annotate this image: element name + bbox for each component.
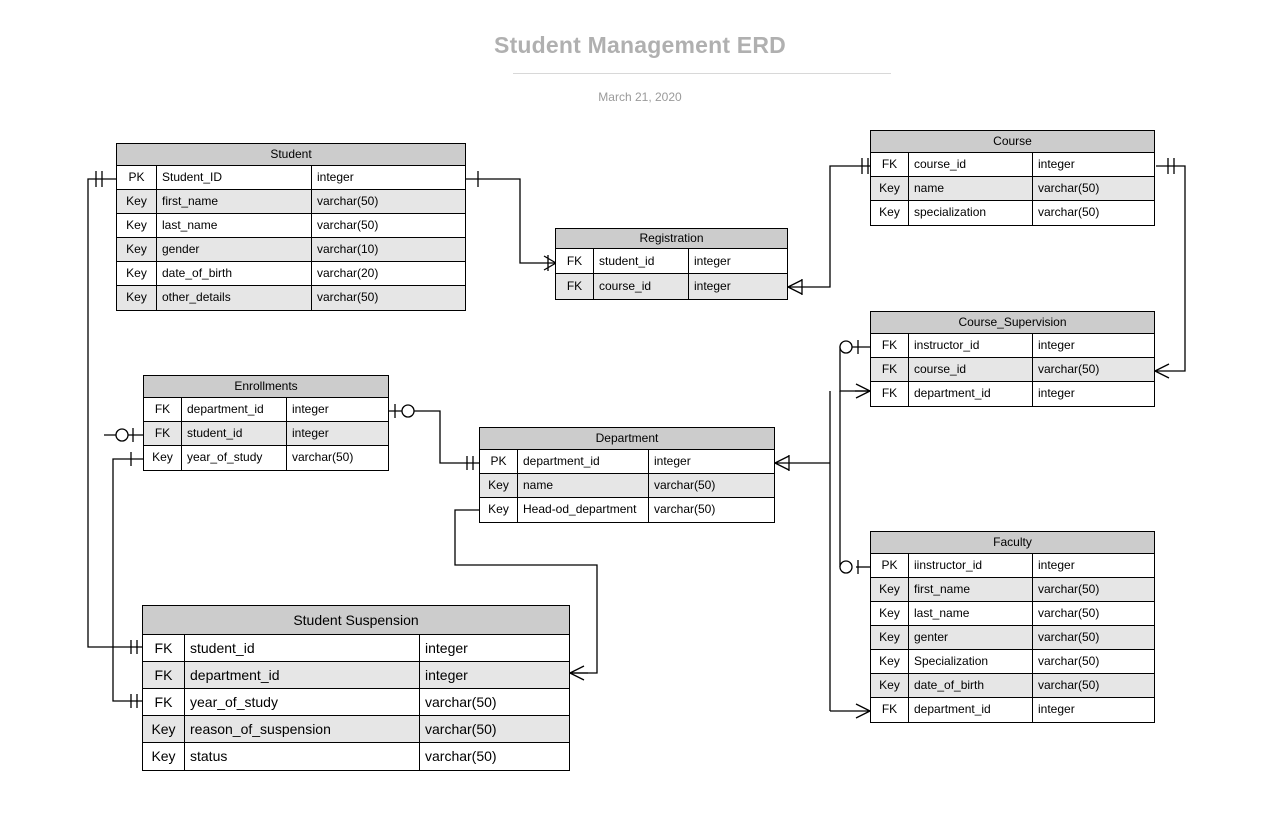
attribute-type: varchar(50) [1038,181,1100,195]
attribute-type: varchar(50) [1038,582,1100,596]
entity-student_suspension[interactable] [142,605,570,771]
attribute-row[interactable] [143,716,569,743]
attribute-row[interactable] [144,398,388,422]
attribute-row[interactable] [871,674,1154,698]
attribute-row[interactable] [117,262,465,286]
attribute-name: specialization [909,201,1033,225]
attribute-row[interactable] [480,450,774,474]
attribute-row[interactable] [871,602,1154,626]
attribute-key: Key [871,201,909,225]
attribute-key: FK [871,334,909,357]
entity-course_supervision[interactable] [870,311,1155,407]
attribute-key: Key [143,743,185,770]
attribute-key: Key [117,238,157,261]
attribute-type: varchar(50) [1038,362,1100,376]
attribute-name: year_of_study [185,689,420,715]
attribute-row[interactable] [144,446,388,470]
attribute-row[interactable] [117,214,465,238]
attribute-name: name [909,177,1033,200]
attribute-row[interactable] [117,238,465,262]
attribute-row[interactable] [144,422,388,446]
attribute-name: iinstructor_id [909,554,1033,577]
attribute-row[interactable] [556,274,787,299]
attribute-type: integer [1038,702,1075,716]
attribute-name: genter [909,626,1033,649]
entity-title-enrollments: Enrollments [144,376,388,398]
attribute-key: FK [556,274,594,299]
entity-title-faculty: Faculty [871,532,1154,554]
attribute-key: FK [871,698,909,722]
attribute-key: Key [117,262,157,285]
attribute-row[interactable] [871,334,1154,358]
attribute-type: varchar(50) [654,478,716,492]
attribute-row[interactable] [143,743,569,770]
attribute-name: first_name [157,190,312,213]
attribute-key: Key [871,602,909,625]
entity-faculty[interactable] [870,531,1155,723]
attribute-row[interactable] [871,650,1154,674]
attribute-key: Key [871,674,909,697]
attribute-key: FK [143,662,185,688]
attribute-type: integer [1038,386,1075,400]
attribute-type: varchar(50) [1038,678,1100,692]
attribute-name: Head-od_department [518,498,649,522]
attribute-type: varchar(10) [317,242,379,256]
attribute-row[interactable] [117,286,465,310]
entity-title-course: Course [871,131,1154,153]
attribute-row[interactable] [143,662,569,689]
attribute-key: Key [871,578,909,601]
attribute-row[interactable] [871,554,1154,578]
attribute-name: department_id [909,698,1033,722]
attribute-key: Key [117,190,157,213]
entity-student[interactable] [116,143,466,311]
attribute-key: PK [871,554,909,577]
attribute-type: varchar(50) [425,694,497,710]
entity-course[interactable] [870,130,1155,226]
attribute-row[interactable] [556,249,787,274]
attribute-row[interactable] [871,358,1154,382]
attribute-type: varchar(20) [317,266,379,280]
attribute-type: varchar(50) [425,748,497,764]
attribute-type: integer [1038,157,1075,171]
attribute-type: varchar(50) [1038,205,1100,219]
attribute-name: date_of_birth [157,262,312,285]
attribute-name: Specialization [909,650,1033,673]
attribute-key: Key [480,498,518,522]
entity-title-student_suspension: Student Suspension [143,606,569,635]
attribute-name: course_id [909,153,1033,176]
attribute-key: Key [117,214,157,237]
attribute-key: FK [556,249,594,273]
title-divider [513,73,891,74]
attribute-row[interactable] [871,698,1154,722]
attribute-name: student_id [594,249,689,273]
attribute-name: last_name [909,602,1033,625]
attribute-key: Key [871,650,909,673]
entity-title-student: Student [117,144,465,166]
page-date: March 21, 2020 [598,90,682,104]
attribute-name: other_details [157,286,312,310]
attribute-row[interactable] [871,578,1154,602]
attribute-key: Key [480,474,518,497]
attribute-name: year_of_study [182,446,287,470]
attribute-name: last_name [157,214,312,237]
attribute-key: Key [117,286,157,310]
attribute-name: reason_of_suspension [185,716,420,742]
attribute-type: integer [694,254,731,268]
attribute-key: FK [143,689,185,715]
attribute-key: PK [117,166,157,189]
attribute-name: name [518,474,649,497]
attribute-type: varchar(50) [317,194,379,208]
attribute-name: first_name [909,578,1033,601]
attribute-name: course_id [594,274,689,299]
entity-enrollments[interactable] [143,375,389,471]
attribute-row[interactable] [143,689,569,716]
attribute-key: FK [144,422,182,445]
attribute-type: varchar(50) [317,218,379,232]
entity-title-course_supervision: Course_Supervision [871,312,1154,334]
attribute-type: varchar(50) [425,721,497,737]
attribute-type: varchar(50) [1038,606,1100,620]
attribute-row[interactable] [143,635,569,662]
attribute-key: FK [871,358,909,381]
entity-title-registration: Registration [556,229,787,249]
entity-registration[interactable] [555,228,788,300]
attribute-type: integer [425,640,468,656]
attribute-key: PK [480,450,518,473]
attribute-type: integer [317,170,354,184]
attribute-name: instructor_id [909,334,1033,357]
entity-title-department: Department [480,428,774,450]
attribute-type: varchar(50) [292,450,354,464]
attribute-name: Student_ID [157,166,312,189]
attribute-type: integer [654,454,691,468]
attribute-type: integer [425,667,468,683]
attribute-row[interactable] [117,190,465,214]
attribute-key: Key [871,626,909,649]
attribute-key: FK [871,382,909,406]
attribute-row[interactable] [117,166,465,190]
attribute-type: varchar(50) [317,290,379,304]
attribute-name: date_of_birth [909,674,1033,697]
attribute-name: course_id [909,358,1033,381]
attribute-name: student_id [182,422,287,445]
attribute-type: varchar(50) [654,502,716,516]
attribute-name: department_id [518,450,649,473]
attribute-type: varchar(50) [1038,630,1100,644]
page-title: Student Management ERD [494,32,786,58]
attribute-key: Key [143,716,185,742]
attribute-type: integer [1038,558,1075,572]
attribute-key: FK [143,635,185,661]
attribute-name: department_id [909,382,1033,406]
attribute-row[interactable] [480,498,774,522]
attribute-row[interactable] [871,177,1154,201]
attribute-name: status [185,743,420,770]
entity-department[interactable] [479,427,775,523]
attribute-type: varchar(50) [1038,654,1100,668]
attribute-row[interactable] [871,626,1154,650]
attribute-type: integer [1038,338,1075,352]
attribute-row[interactable] [871,382,1154,406]
attribute-key: Key [144,446,182,470]
attribute-key: FK [871,153,909,176]
attribute-name: department_id [182,398,287,421]
attribute-key: FK [144,398,182,421]
attribute-row[interactable] [871,153,1154,177]
attribute-row[interactable] [480,474,774,498]
attribute-type: integer [292,426,329,440]
attribute-name: gender [157,238,312,261]
attribute-row[interactable] [871,201,1154,225]
attribute-name: department_id [185,662,420,688]
attribute-key: Key [871,177,909,200]
attribute-name: student_id [185,635,420,661]
attribute-type: integer [694,279,731,293]
attribute-type: integer [292,402,329,416]
